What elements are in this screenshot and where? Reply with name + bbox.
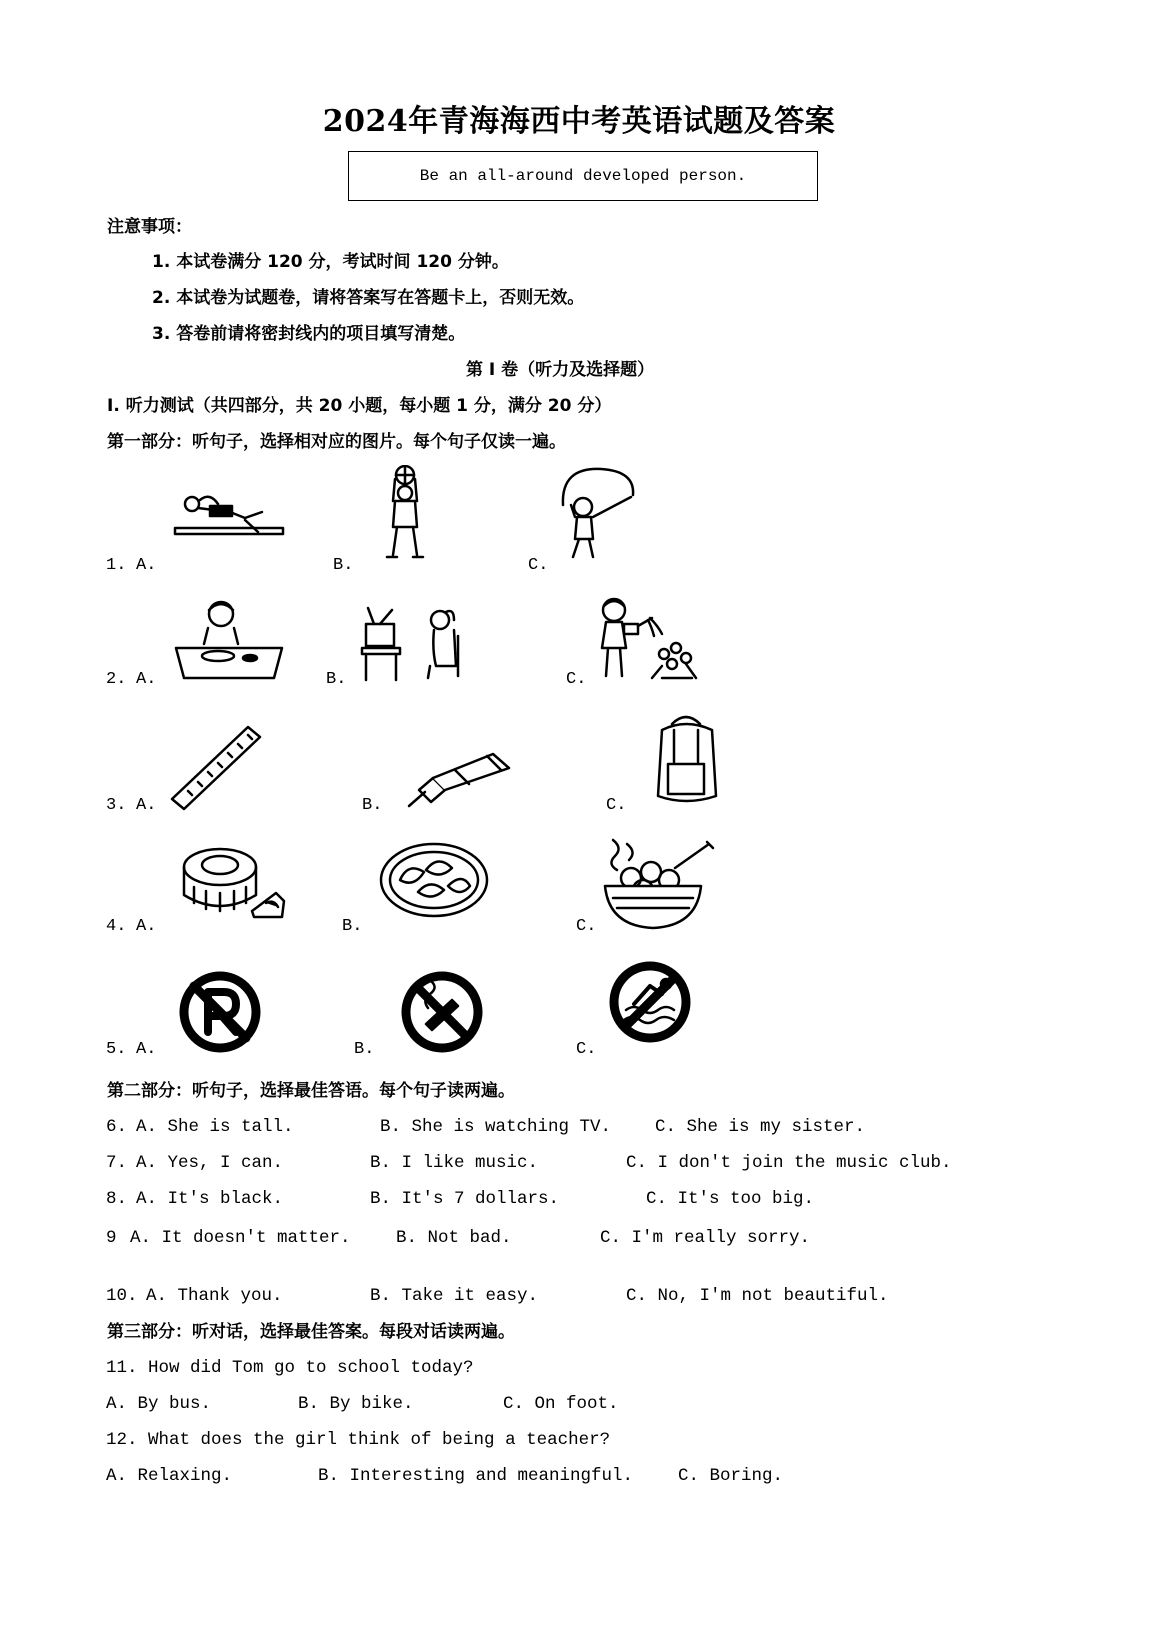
cooking-icon xyxy=(174,598,284,680)
q3-option-c[interactable]: C. xyxy=(606,796,627,815)
backpack-icon xyxy=(650,710,722,810)
q10-option-c[interactable]: C. No, I'm not beautiful. xyxy=(626,1286,889,1306)
q2-option-c[interactable]: C. xyxy=(566,670,587,689)
q7-option-c[interactable]: C. I don't join the music club. xyxy=(626,1153,952,1173)
q8-option-c[interactable]: C. It's too big. xyxy=(646,1189,815,1209)
section-listening: I. 听力测试（共四部分，共 20 小题，每小题 1 分，满分 20 分） xyxy=(107,396,612,416)
q5-option-a[interactable]: A. xyxy=(136,1040,157,1059)
q1-number: 1. xyxy=(106,556,127,575)
q4-option-a[interactable]: A. xyxy=(136,917,157,936)
q10-number: 10. xyxy=(106,1286,138,1306)
part2-heading: 第二部分：听句子，选择最佳答语。每个句子读两遍。 xyxy=(107,1081,515,1101)
q7-number: 7. xyxy=(106,1153,128,1173)
page-title: 2024年青海海西中考英语试题及答案 xyxy=(322,104,836,139)
note-item-3: 3. 答卷前请将密封线内的项目填写清楚。 xyxy=(152,324,466,344)
q11-option-a[interactable]: A. By bus. xyxy=(106,1394,212,1414)
q4-number: 4. xyxy=(106,917,127,936)
jump-rope-icon xyxy=(553,465,643,565)
q4-option-c[interactable]: C. xyxy=(576,917,597,936)
ruler-icon xyxy=(168,725,264,811)
motto-text: Be an all-around developed person. xyxy=(419,167,747,185)
q7-option-a[interactable]: A. Yes, I can. xyxy=(136,1153,284,1173)
q9-option-a[interactable]: A. It doesn't matter. xyxy=(130,1228,351,1248)
q10-option-b[interactable]: B. Take it easy. xyxy=(370,1286,539,1306)
q8-option-a[interactable]: A. It's black. xyxy=(136,1189,284,1209)
q7-option-b[interactable]: B. I like music. xyxy=(370,1153,539,1173)
notes-heading: 注意事项： xyxy=(107,217,192,237)
q12-option-c[interactable]: C. Boring. xyxy=(678,1466,784,1486)
high-jump-icon xyxy=(170,490,290,558)
no-parking-icon xyxy=(178,970,262,1054)
dumplings-icon xyxy=(378,840,490,920)
q1-option-b[interactable]: B. xyxy=(333,556,354,575)
part1-heading: 第一部分：听句子，选择相对应的图片。每个句子仅读一遍。 xyxy=(107,432,566,452)
no-swimming-icon xyxy=(608,960,692,1044)
q9-number: 9 xyxy=(106,1228,117,1248)
q12-option-b[interactable]: B. Interesting and meaningful. xyxy=(318,1466,634,1486)
pen-icon xyxy=(405,750,515,810)
q1-option-a[interactable]: A. xyxy=(136,556,157,575)
q2-option-a[interactable]: A. xyxy=(136,670,157,689)
q8-option-b[interactable]: B. It's 7 dollars. xyxy=(370,1189,560,1209)
basketball-player-icon xyxy=(375,465,435,565)
q12-option-a[interactable]: A. Relaxing. xyxy=(106,1466,233,1486)
q2-number: 2. xyxy=(106,670,127,689)
q12-question: 12. What does the girl think of being a teacher? xyxy=(106,1430,611,1450)
q3-number: 3. xyxy=(106,796,127,815)
q4-option-b[interactable]: B. xyxy=(342,917,363,936)
q9-option-c[interactable]: C. I'm really sorry. xyxy=(600,1228,811,1248)
mooncake-icon xyxy=(180,845,290,925)
q3-option-b[interactable]: B. xyxy=(362,796,383,815)
motto-box xyxy=(348,151,818,201)
q5-number: 5. xyxy=(106,1040,127,1059)
q11-question: 11. How did Tom go to school today? xyxy=(106,1358,474,1378)
q6-option-b[interactable]: B. She is watching TV. xyxy=(380,1117,612,1137)
note-item-1: 1. 本试卷满分 120 分，考试时间 120 分钟。 xyxy=(152,252,509,272)
q10-option-a[interactable]: A. Thank you. xyxy=(146,1286,283,1306)
watering-flowers-icon xyxy=(592,594,704,684)
watching-tv-icon xyxy=(360,606,472,682)
q5-option-b[interactable]: B. xyxy=(354,1040,375,1059)
q6-number: 6. xyxy=(106,1117,128,1137)
part3-heading: 第三部分：听对话，选择最佳答案。每段对话读两遍。 xyxy=(107,1322,515,1342)
q2-option-b[interactable]: B. xyxy=(326,670,347,689)
q9-option-b[interactable]: B. Not bad. xyxy=(396,1228,512,1248)
q3-option-a[interactable]: A. xyxy=(136,796,157,815)
note-item-2: 2. 本试卷为试题卷，请将答案写在答题卡上，否则无效。 xyxy=(152,288,585,308)
volume-title: 第 I 卷（听力及选择题） xyxy=(466,360,655,380)
q11-option-c[interactable]: C. On foot. xyxy=(503,1394,619,1414)
q6-option-c[interactable]: C. She is my sister. xyxy=(655,1117,866,1137)
q11-option-b[interactable]: B. By bike. xyxy=(298,1394,414,1414)
no-smoking-icon xyxy=(400,970,484,1054)
q5-option-c[interactable]: C. xyxy=(576,1040,597,1059)
q6-option-a[interactable]: A. She is tall. xyxy=(136,1117,294,1137)
q1-option-c[interactable]: C. xyxy=(528,556,549,575)
rice-balls-icon xyxy=(603,838,715,930)
q8-number: 8. xyxy=(106,1189,128,1209)
